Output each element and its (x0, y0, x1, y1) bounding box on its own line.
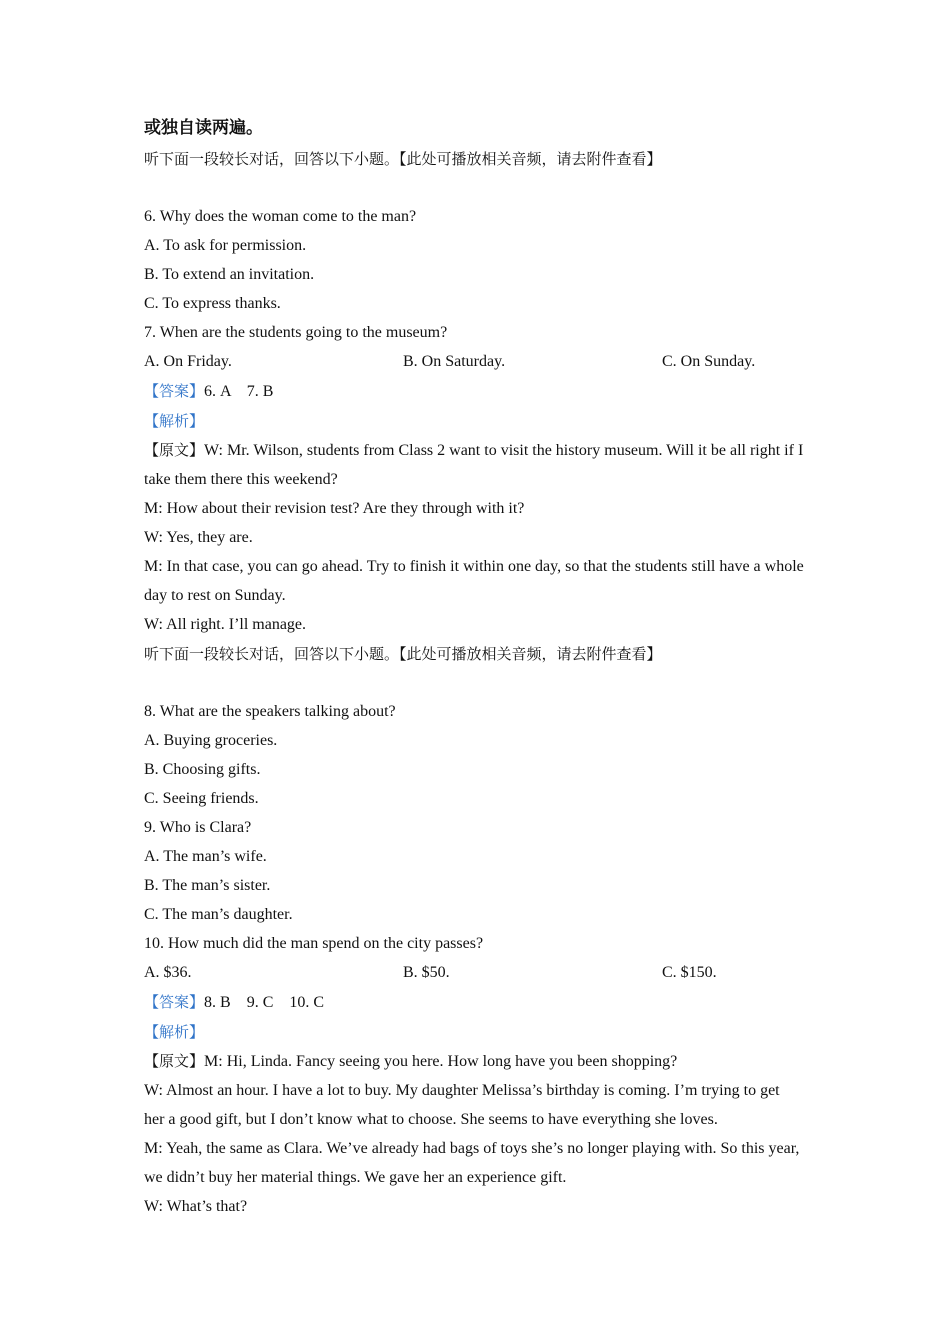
question-6: 6. Why does the woman come to the man? (144, 208, 417, 225)
question-9: 9. Who is Clara? (144, 819, 252, 836)
transcript-line: W: Almost an hour. I have a lot to buy. My daughter Melissa’s birthday is coming. I’m trying to get her a good gift, but I don’t know what to choose. She seems to have everything she loves. (144, 1082, 780, 1128)
question-10: 10. How much did the man spend on the city passes? (144, 935, 484, 952)
question-7-option-c: C. On Sunday. (662, 353, 756, 370)
question-9-option-b: B. The man’s sister. (144, 877, 271, 894)
question-9-option-a: A. The man’s wife. (144, 848, 267, 865)
transcript-text: W: Mr. Wilson, students from Class 2 want to visit the history museum. Will it be all right if I take them there this weekend? (144, 442, 804, 488)
transcript-line: W: All right. I’ll manage. (144, 616, 307, 633)
transcript-line: M: In that case, you can go ahead. Try to finish it within one day, so that the students still have a whole day to rest on Sunday. (144, 558, 804, 604)
question-8: 8. What are the speakers talking about? (144, 703, 396, 720)
answer-tag: 【答案】 (144, 382, 205, 400)
section-heading: 或独自读两遍。 (144, 118, 263, 138)
analysis-line-2 (144, 1017, 804, 1047)
answer-line-1 (144, 376, 804, 406)
question-10-option-b: B. $50. (403, 964, 450, 981)
question-6-option-a: A. To ask for permission. (144, 237, 307, 254)
question-7-option-b: B. On Saturday. (403, 353, 506, 370)
question-10-option-a: A. $36. (144, 964, 192, 981)
question-7: 7. When are the students going to the museum? (144, 324, 448, 341)
transcript-line: M: Yeah, the same as Clara. We’ve already had bags of toys she’s no longer playing with. So this year, we didn’t buy her material things. We gave her an experience gift. (144, 1140, 800, 1186)
blank-line (144, 174, 804, 202)
question-6-option-c: C. To express thanks. (144, 295, 281, 312)
transcript-line (144, 436, 804, 494)
answer-tag: 【答案】 (144, 993, 205, 1011)
transcript-tag: 【原文】 (144, 1052, 205, 1070)
transcript-line: M: How about their revision test? Are they through with it? (144, 500, 525, 517)
question-10-option-c: C. $150. (662, 964, 717, 981)
document-page (144, 114, 804, 1221)
transcript-text: M: Hi, Linda. Fancy seeing you here. How long have you been shopping? (204, 1053, 678, 1070)
question-8-option-b: B. Choosing gifts. (144, 761, 261, 778)
listening-instruction: 听下面一段较长对话，回答以下小题。【此处可播放相关音频，请去附件查看】 (144, 150, 662, 168)
transcript-line: W: Yes, they are. (144, 529, 253, 546)
question-7-option-a: A. On Friday. (144, 353, 232, 370)
question-8-option-a: A. Buying groceries. (144, 732, 278, 749)
question-7-options (144, 347, 804, 376)
analysis-tag: 【解析】 (144, 1023, 205, 1041)
transcript-line: W: What’s that? (144, 1198, 248, 1215)
transcript-tag: 【原文】 (144, 441, 205, 459)
answer-text: 6. A 7. B (204, 383, 274, 400)
question-9-option-c: C. The man’s daughter. (144, 906, 293, 923)
analysis-tag: 【解析】 (144, 412, 205, 430)
transcript-line (144, 1047, 804, 1076)
answer-line-2 (144, 987, 804, 1017)
analysis-line-1 (144, 406, 804, 436)
answer-text: 8. B 9. C 10. C (204, 994, 325, 1011)
listening-instruction-2: 听下面一段较长对话，回答以下小题。【此处可播放相关音频，请去附件查看】 (144, 645, 662, 663)
question-10-options (144, 958, 804, 987)
question-6-option-b: B. To extend an invitation. (144, 266, 315, 283)
question-8-option-c: C. Seeing friends. (144, 790, 259, 807)
blank-line (144, 669, 804, 697)
